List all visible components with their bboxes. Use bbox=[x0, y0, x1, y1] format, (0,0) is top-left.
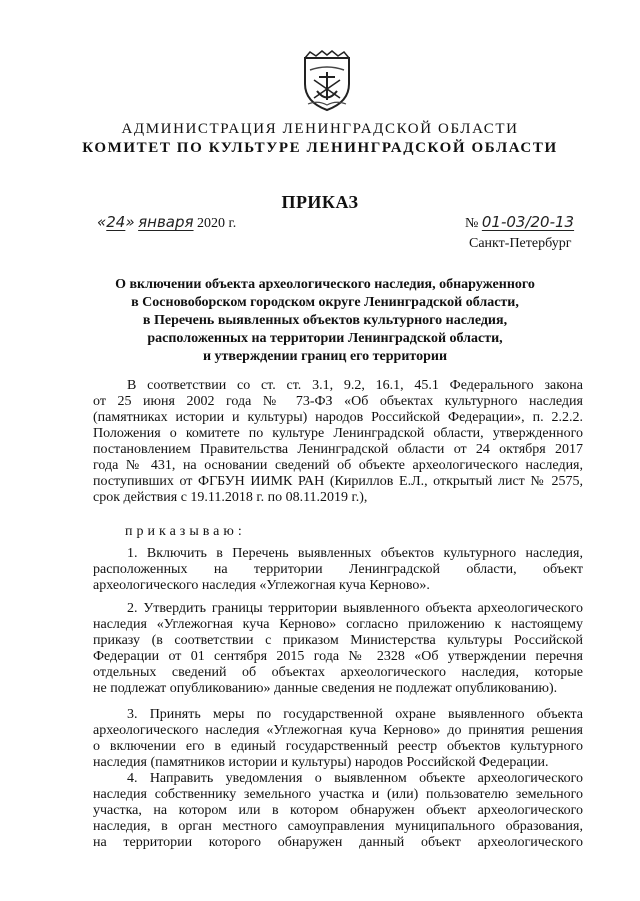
item-line: наследия, в орган местного самоуправления муниципального образования, bbox=[93, 819, 583, 834]
city-name: Санкт-Петербург bbox=[469, 236, 572, 251]
item-line: 1. Включить в Перечень выявленных объектов культурного наследия, bbox=[127, 546, 583, 561]
header-committee: КОМИТЕТ ПО КУЛЬТУРЕ ЛЕНИНГРАДСКОЙ ОБЛАСТИ bbox=[82, 140, 558, 156]
preamble-paragraph bbox=[93, 378, 583, 506]
order-item-3 bbox=[93, 707, 583, 771]
subject-line: в Сосновоборском городском округе Ленинградской области, bbox=[131, 295, 519, 310]
date-day-handwritten: 24 bbox=[106, 213, 126, 231]
item-line: наследия собственнику земельного участка и (или) пользователю земельного bbox=[93, 787, 583, 802]
number-handwritten: 01-03/20-13 bbox=[481, 213, 575, 231]
order-date bbox=[97, 213, 236, 232]
coat-of-arms-icon bbox=[302, 50, 352, 112]
item-line: приказу (в соответствии с приказом Министерства культуры Российской bbox=[93, 633, 583, 648]
number-prefix: № bbox=[465, 216, 479, 231]
order-item-1 bbox=[93, 546, 583, 594]
preamble-line: года № 431, на основании сведений об объекте археологического наследия, bbox=[93, 458, 583, 473]
order-subject bbox=[95, 276, 555, 366]
order-item-4 bbox=[93, 771, 583, 851]
preamble-line: Положения о комитете по культуре Ленинградской области, утвержденного bbox=[93, 426, 583, 441]
preamble-line: постановлением Правительства Ленинградской области от 24 октября 2017 bbox=[93, 442, 583, 457]
preamble-line: (памятниках истории и культуры) народов Российской Федерации», п. 2.2.2. bbox=[93, 410, 583, 425]
item-line: археологического наследия «Углежогная куча Керново». bbox=[93, 578, 430, 593]
preamble-line: от 25 июня 2002 года № 73-ФЗ «Об объектах культурного наследия bbox=[93, 394, 583, 409]
item-line: на территории которого обнаружен данный объект археологического bbox=[93, 835, 583, 850]
subject-line: расположенных на территории Ленинградской области, bbox=[147, 331, 503, 346]
date-open-quote: « bbox=[97, 213, 107, 231]
order-number bbox=[465, 213, 574, 232]
item-line: наследия «Углежогная куча Керново» согласно приложению к настоящему bbox=[93, 617, 583, 632]
item-line: 4. Направить уведомления о выявленном объекте археологического bbox=[127, 771, 583, 786]
preamble-line: В соответствии со ст. ст. 3.1, 9.2, 16.1, 45.1 Федерального закона bbox=[127, 378, 583, 393]
item-line: наследия (памятников истории и культуры) народов Российской Федерации. bbox=[93, 755, 549, 770]
order-item-2 bbox=[93, 601, 583, 697]
subject-line: О включении объекта археологического наследия, обнаруженного bbox=[115, 277, 535, 292]
document-type-title: ПРИКАЗ bbox=[281, 192, 359, 212]
item-line: 3. Принять меры по государственной охране выявленного объекта bbox=[127, 707, 583, 722]
item-line: 2. Утвердить границы территории выявленного объекта археологического bbox=[127, 601, 583, 616]
header-administration: АДМИНИСТРАЦИЯ ЛЕНИНГРАДСКОЙ ОБЛАСТИ bbox=[121, 121, 519, 137]
item-line: отдельных сведений об объектах археологического наследия, которые bbox=[93, 665, 583, 680]
item-line: Федерации от 01 сентября 2015 года № 2328 «Об утверждении перечня bbox=[93, 649, 583, 664]
item-line: не подлежат опубликованию» данные сведения не подлежат опубликованию). bbox=[93, 681, 558, 696]
date-month-handwritten: января bbox=[138, 213, 194, 231]
preamble-line: поступивших от ФГБУН ИИМК РАН (Кириллов Е.Л., открытый лист № 2575, bbox=[93, 474, 583, 489]
subject-line: и утверждении границ его территории bbox=[202, 349, 448, 364]
preamble-line: срок действия с 19.11.2018 г. по 08.11.2019 г.), bbox=[93, 490, 368, 505]
subject-line: в Перечень выявленных объектов культурного наследия, bbox=[142, 313, 508, 328]
item-line: участка, на котором или в котором обнаружен объект археологического bbox=[93, 803, 583, 818]
item-line: археологического наследия «Углежогная куча Керново» до принятия решения bbox=[93, 723, 583, 738]
order-directive-word: приказываю: bbox=[125, 524, 246, 539]
item-line: расположенных на территории Ленинградской области, объект bbox=[93, 562, 583, 577]
item-line: о включении его в единый государственный реестр объектов культурного bbox=[93, 739, 583, 754]
date-year: 2020 г. bbox=[197, 216, 237, 231]
date-close-quote: » bbox=[125, 213, 135, 231]
